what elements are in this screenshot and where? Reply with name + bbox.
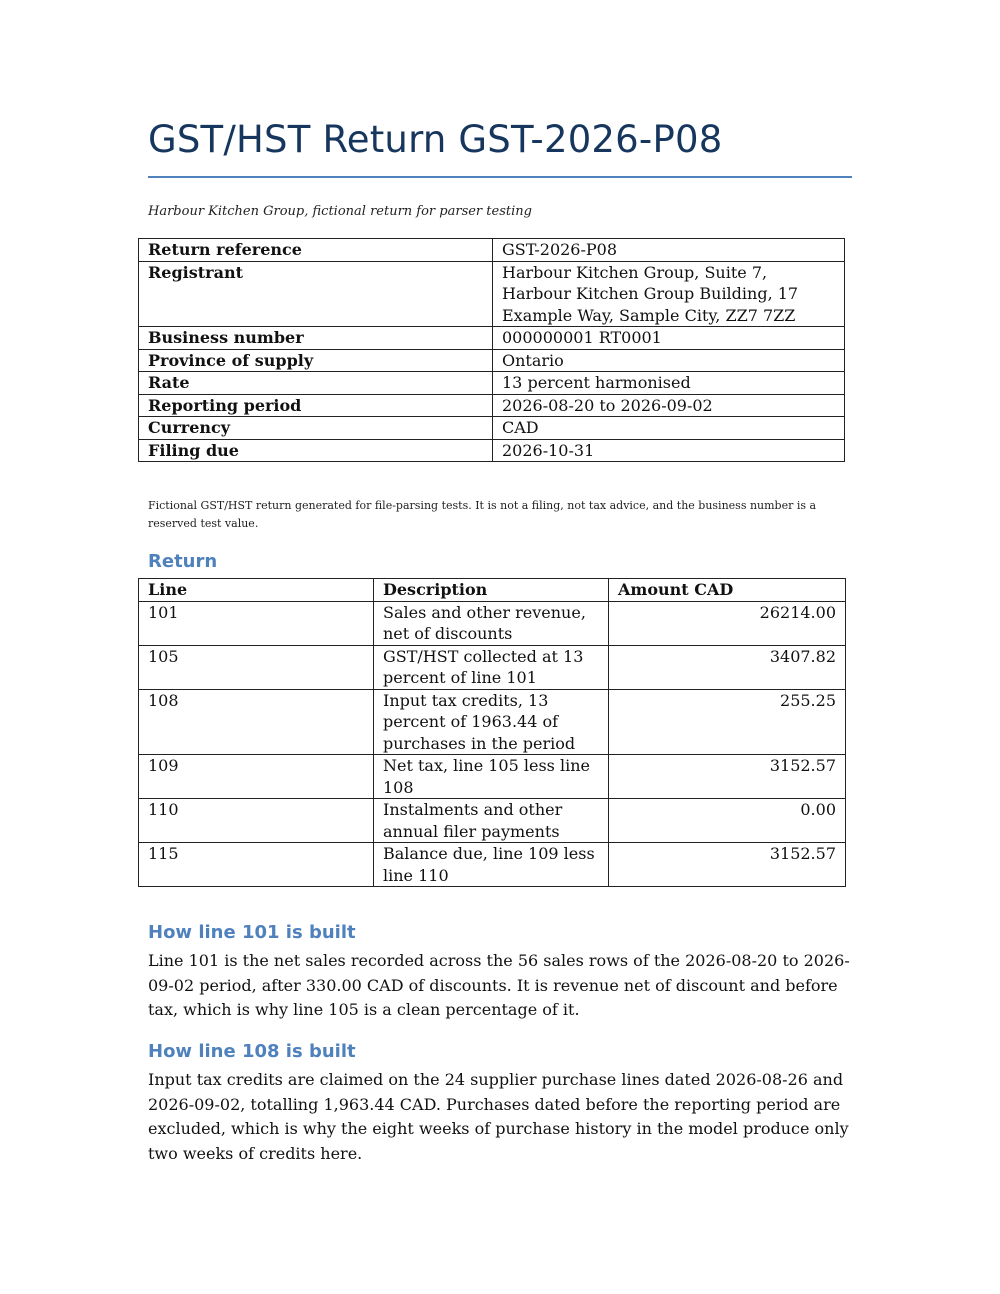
table-row [139,327,845,350]
table-row [139,645,846,689]
line-description: Net tax, line 105 less line 108 [374,755,609,799]
detail-label: Filing due [139,439,493,462]
detail-value: 2026-08-20 to 2026-09-02 [493,394,845,417]
table-row [139,689,846,755]
table-row [139,439,845,462]
detail-value: CAD [493,417,845,440]
detail-label: Return reference [139,239,493,262]
line-amount: 3152.57 [609,843,846,887]
detail-label: Rate [139,372,493,395]
column-header-description: Description [374,579,609,602]
line-number: 110 [139,799,374,843]
line-amount: 3152.57 [609,755,846,799]
table-row [139,601,846,645]
detail-label: Province of supply [139,349,493,372]
line-amount: 3407.82 [609,645,846,689]
line-description: Balance due, line 109 less line 110 [374,843,609,887]
table-row [139,417,845,440]
table-row [139,843,846,887]
line-amount: 0.00 [609,799,846,843]
return-details-table [138,238,845,462]
detail-label: Reporting period [139,394,493,417]
document-subtitle: Harbour Kitchen Group, fictional return for parser testing [148,204,532,219]
disclaimer-note: Fictional GST/HST return generated for file-parsing tests. It is not a filing, not tax advice, and the business number is a reserved test value. [148,499,817,530]
detail-value: Harbour Kitchen Group, Suite 7, Harbour Kitchen Group Building, 17 Example Way, Sample City, ZZ7 7ZZ [493,261,845,327]
detail-label: Business number [139,327,493,350]
detail-value: 13 percent harmonised [493,372,845,395]
table-row [139,394,845,417]
line-amount: 26214.00 [609,601,846,645]
line-description: GST/HST collected at 13 percent of line 101 [374,645,609,689]
line-description: Input tax credits, 13 percent of 1963.44 of purchases in the period [374,689,609,755]
line-amount: 255.25 [609,689,846,755]
table-row [139,372,845,395]
detail-value: 2026-10-31 [493,439,845,462]
detail-label: Registrant [139,261,493,327]
line-108-explanation: Input tax credits are claimed on the 24 supplier purchase lines dated 2026-08-26 and 2026-09-02, totalling 1,963.44 CAD. Purchases dated before the reporting period are excluded, which is why the eight weeks of purchase history in the model produce only two weeks of credits here. [148,1070,849,1163]
line-number: 105 [139,645,374,689]
line-101-explanation: Line 101 is the net sales recorded across the 56 sales rows of the 2026-08-20 to 2026-09-02 period, after 330.00 CAD of discounts. It is revenue net of discount and before tax, which is why line 105 is a clean percentage of it. [148,951,850,1019]
column-header-line: Line [139,579,374,602]
column-header-amount: Amount CAD [609,579,846,602]
line-108-heading: How line 108 is built [148,1041,356,1062]
line-number: 101 [139,601,374,645]
detail-value: Ontario [493,349,845,372]
table-row [139,261,845,327]
detail-label: Currency [139,417,493,440]
table-row [139,755,846,799]
return-heading: Return [148,551,218,572]
detail-value: 000000001 RT0001 [493,327,845,350]
return-lines-table [138,578,846,887]
table-row [139,799,846,843]
detail-value: GST-2026-P08 [493,239,845,262]
line-101-heading: How line 101 is built [148,922,356,943]
line-description: Sales and other revenue, net of discounts [374,601,609,645]
table-header-row [139,579,846,602]
table-row [139,349,845,372]
title-underline [148,176,852,178]
line-number: 115 [139,843,374,887]
line-number: 109 [139,755,374,799]
table-row [139,239,845,262]
document-title: GST/HST Return GST-2026-P08 [148,118,723,161]
line-description: Instalments and other annual filer payments [374,799,609,843]
line-number: 108 [139,689,374,755]
